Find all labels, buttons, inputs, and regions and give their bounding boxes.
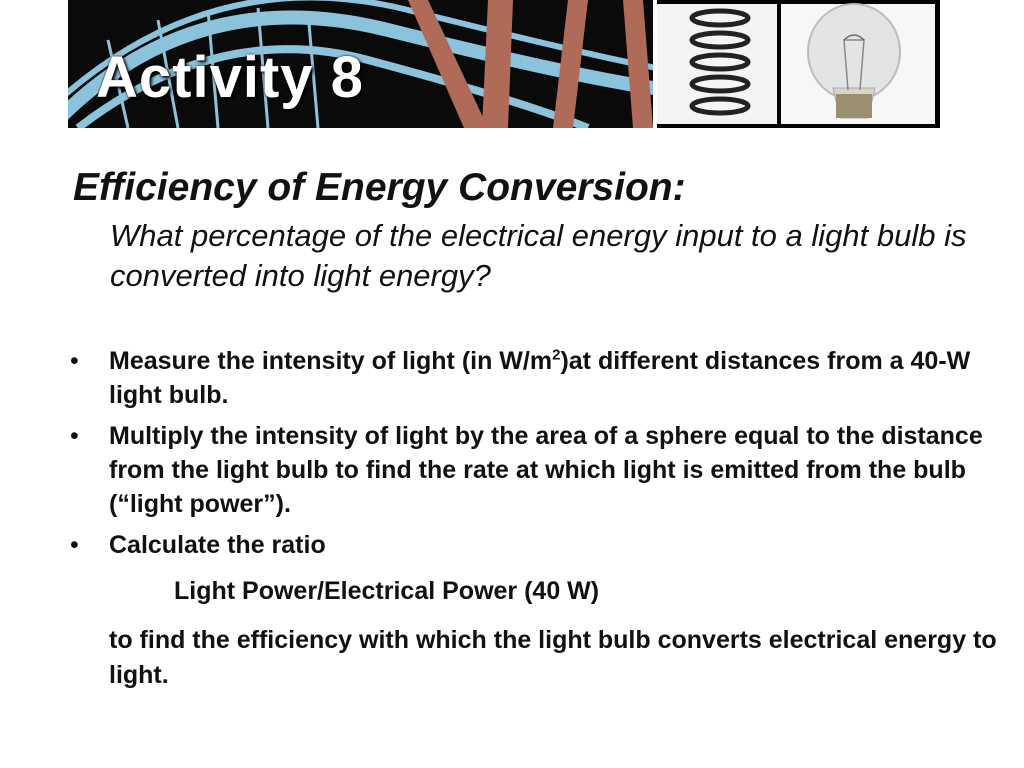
conclusion-text: to find the efficiency with which the light bulb converts electrical energy to light. — [109, 626, 997, 689]
bullet-1-text-b: )at different distances from a 40-W light bulb. — [109, 347, 971, 409]
bullet-icon: • — [70, 347, 79, 375]
slide-heading: Efficiency of Energy Conversion: — [73, 166, 686, 209]
superscript: 2 — [552, 346, 561, 364]
list-item — [68, 419, 1008, 521]
bullet-icon: • — [70, 422, 79, 450]
bullet-icon: • — [70, 531, 79, 559]
activity-title: Activity 8 — [96, 45, 364, 110]
list-item — [68, 528, 1008, 562]
bullet-2-text: Multiply the intensity of light by the area of a sphere equal to the distance from the light bulb to find the rate at which light is emitted from the bulb (“light power”). — [109, 422, 983, 518]
instruction-list — [68, 344, 1008, 569]
list-item — [68, 344, 1008, 412]
bullet-1-text-a: Measure the intensity of light (in W/m — [109, 347, 553, 375]
ratio-formula: Light Power/Electrical Power (40 W) — [174, 577, 600, 605]
header-banner — [68, 0, 940, 128]
bullet-3-text: Calculate the ratio — [109, 531, 326, 559]
slide-subtitle-question: What percentage of the electrical energy input to a light bulb is converted into light energy? — [110, 218, 967, 293]
